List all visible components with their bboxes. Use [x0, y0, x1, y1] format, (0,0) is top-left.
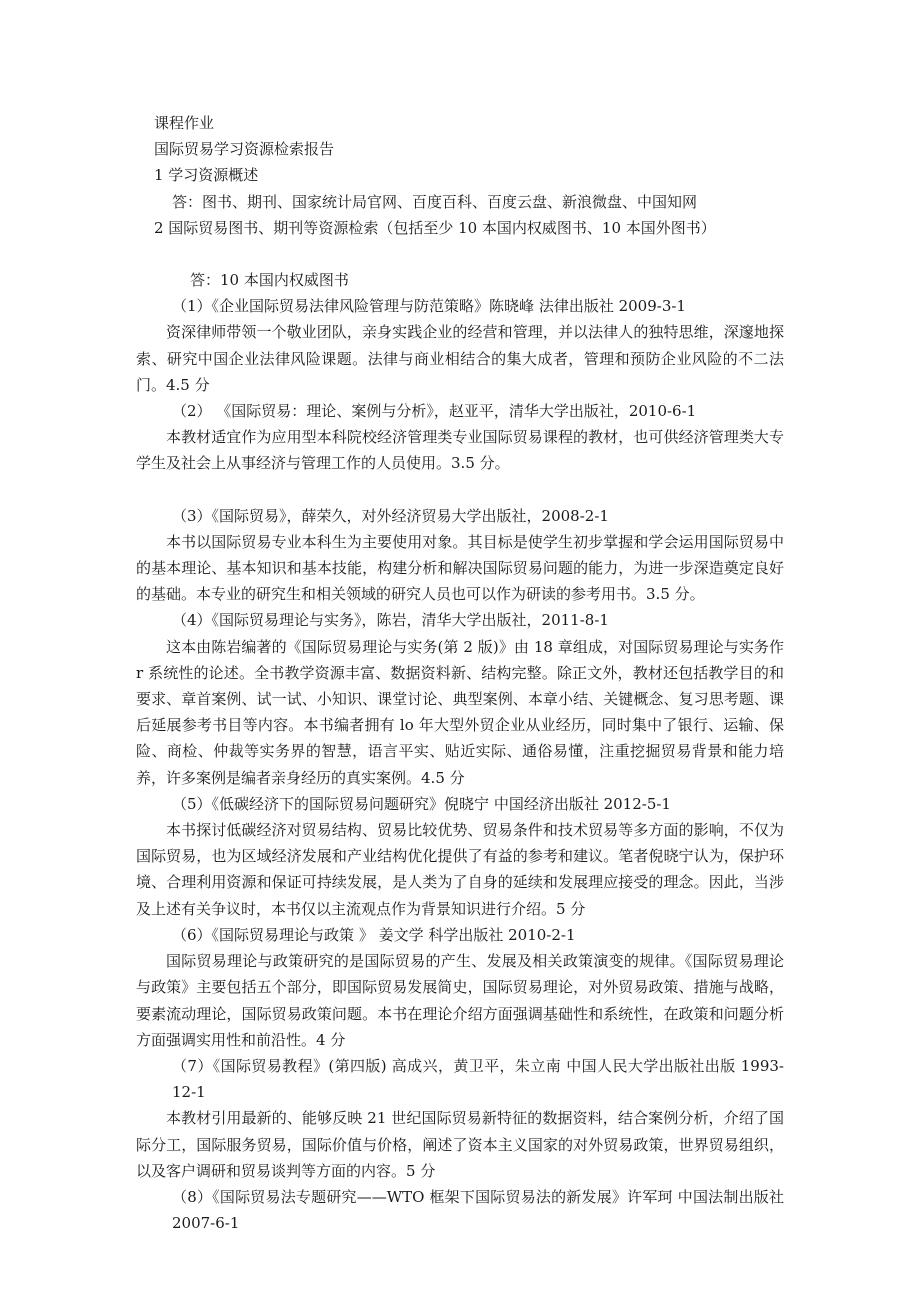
book-2-header: （2） 《国际贸易：理论、案例与分析》，赵亚平，清华大学出版社，2010-6-1	[172, 402, 697, 421]
book-3-header: （3）《国际贸易》，薛荣久，对外经济贸易大学出版社，2008-2-1	[172, 506, 609, 525]
course-title: 课程作业	[154, 114, 215, 132]
blank-line	[136, 241, 784, 267]
book-4-body: 这本由陈岩编著的《国际贸易理论与实务(第 2 版)》由 18 章组成，对国际贸易理论与实务作 r 系统性的论述。全书教学资源丰富、数据资料新、结构完整。除正文外，教材还包括教学目的和要求、章首案例、试一试、小知识、课堂讨论、典型案例、本章小结、关键概念、复习思考题、课后延展参考书目等内容。本书编者拥有 lo 年大型外贸企业从业经历，同时集中了银行、运输、保险、商检、仲裁等实务界的智慧，语言平实、贴近实际、通俗易懂，注重挖掘贸易背景和能力培养，许多案例是编者亲身经历的真实案例。4.5 分	[136, 637, 784, 787]
blank-line	[136, 477, 784, 503]
section-2-answer: 答：10 本国内权威图书	[190, 271, 349, 290]
book-8-header: （8）《国际贸易法专题研究——WTO 框架下国际贸易法的新发展》许军珂 中国法制出版社 2007-6-1	[172, 1187, 784, 1233]
book-6-body: 国际贸易理论与政策研究的是国际贸易的产生、发展及相关政策演变的规律。《国际贸易理论与政策》主要包括五个部分，即国际贸易发展简史，国际贸易理论，对外贸易政策、措施与战略，要素流动理论，国际贸易政策问题。本书在理论介绍方面强调基础性和系统性，在政策和问题分析方面强调实用性和前沿性。4 分	[136, 952, 784, 1049]
book-4-header: （4）《国际贸易理论与实务》，陈岩，清华大学出版社，2011-8-1	[172, 611, 609, 630]
report-title: 国际贸易学习资源检索报告	[154, 140, 335, 159]
book-1-body: 资深律师带领一个敬业团队，亲身实践企业的经营和管理，并以法律人的独特思维，深邃地探索、研究中国企业法律风险课题。法律与商业相结合的集大成者，管理和预防企业风险的不二法门。4.5 分	[136, 323, 784, 394]
book-7-header: （7）《国际贸易教程》(第四版) 高成兴，黄卫平，朱立南 中国人民大学出版社出版 1993-12-1	[172, 1056, 784, 1102]
book-6-header: （6）《国际贸易理论与政策 》 姜文学 科学出版社 2010-2-1	[172, 925, 576, 944]
section-2-heading: 2 国际贸易图书、期刊等资源检索（包括至少 10 本国内权威图书、10 本国外图书）	[154, 218, 716, 237]
document-content	[136, 110, 784, 1236]
section-1-answer: 答：图书、期刊、国家统计局官网、百度百科、百度云盘、新浪微盘、中国知网	[172, 192, 698, 211]
section-1-heading: 1 学习资源概述	[154, 166, 259, 185]
book-5-header: （5）《低碳经济下的国际贸易问题研究》倪晓宁 中国经济出版社 2012-5-1	[172, 794, 671, 813]
book-2-body: 本教材适宜作为应用型本科院校经济管理类专业国际贸易课程的教材，也可供经济管理类大专学生及社会上从事经济与管理工作的人员使用。3.5 分。	[136, 428, 784, 473]
book-3-body: 本书以国际贸易专业本科生为主要使用对象。其目标是使学生初步掌握和学会运用国际贸易中的基本理论、基本知识和基本技能，构建分析和解决国际贸易问题的能力，为进一步深造奠定良好的基础。本专业的研究生和相关领域的研究人员也可以作为研读的参考用书。3.5 分。	[136, 532, 784, 604]
book-5-body: 本书探讨低碳经济对贸易结构、贸易比较优势、贸易条件和技术贸易等多方面的影响，不仅为国际贸易，也为区域经济发展和产业结构优化提供了有益的参考和建议。笔者倪晓宁认为，保护环境、合理利用资源和保证可持续发展，是人类为了自身的延续和发展理应接受的理念。因此，当涉及上述有关争议时，本书仅以主流观点作为背景知识进行介绍。5 分	[136, 821, 784, 918]
book-7-body: 本教材引用最新的、能够反映 21 世纪国际贸易新特征的数据资料，结合案例分析，介绍了国际分工，国际服务贸易，国际价值与价格，阐述了资本主义国家的对外贸易政策，世界贸易组织，以及客户调研和贸易谈判等方面的内容。5 分	[136, 1109, 784, 1180]
book-1-header: （1）《企业国际贸易法律风险管理与防范策略》陈晓峰 法律出版社 2009-3-1	[172, 297, 686, 316]
